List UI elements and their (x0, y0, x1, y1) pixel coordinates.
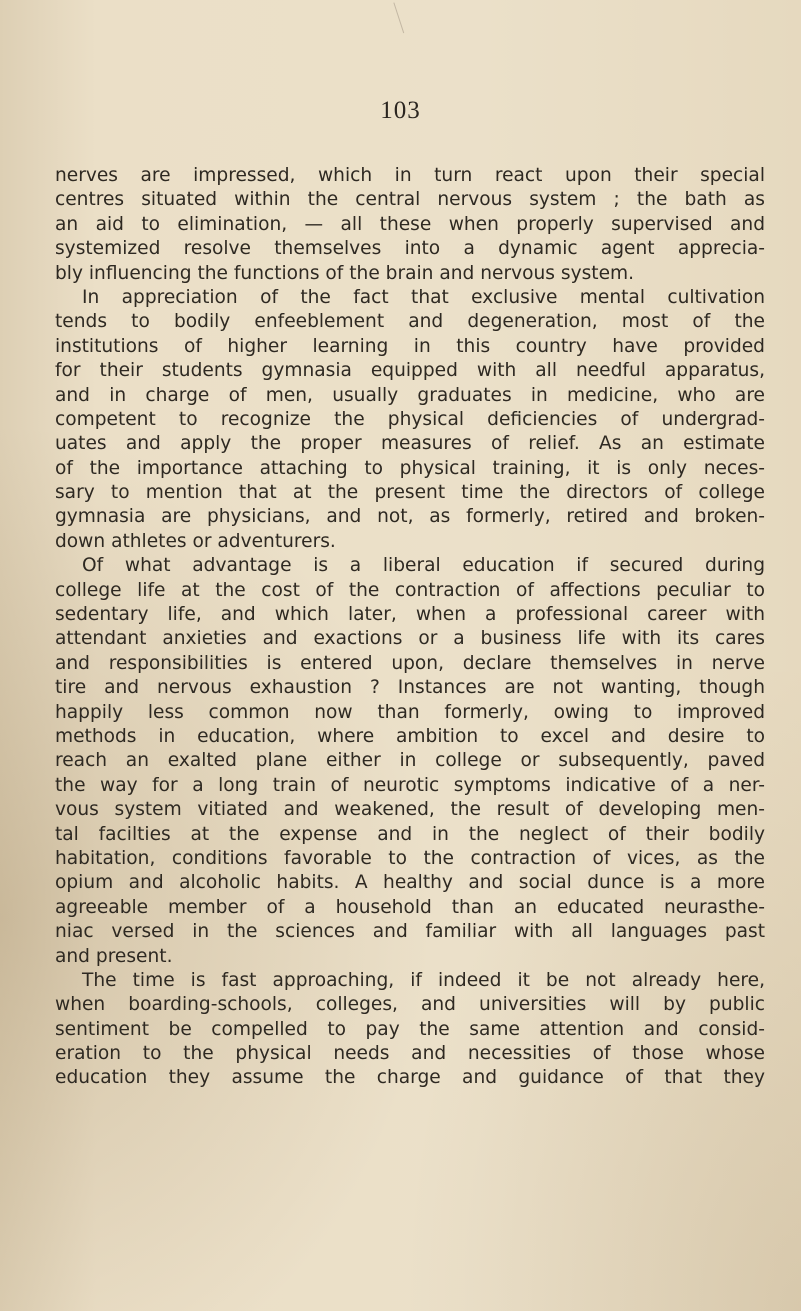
text-line: tends to bodily enfeeblement and degeneration, most of the (55, 311, 765, 333)
text-line: vous system vitiated and weakened, the result of developing men- (55, 799, 765, 821)
text-line: sentiment be compelled to pay the same attention and consid- (55, 1018, 765, 1040)
body-text (55, 164, 765, 1091)
text-line: Of what advantage is a liberal education if secured during (82, 555, 765, 577)
text-line: sedentary life, and which later, when a professional career with (55, 604, 765, 626)
text-line: of the importance attaching to physical training, it is only neces- (55, 457, 765, 479)
text-line: nerves are impressed, which in turn react upon their special (55, 165, 765, 186)
text-line: centres situated within the central nervous system ; the bath as (55, 189, 765, 211)
text-line: habitation, conditions favorable to the contraction of vices, as the (55, 847, 765, 869)
text-line: happily less common now than formerly, owing to improved (55, 701, 765, 723)
text-line: The time is fast approaching, if indeed it be not already here, (82, 969, 765, 991)
pencil-mark (393, 0, 415, 33)
text-line: the way for a long train of neurotic symptoms indicative of a ner- (55, 774, 765, 796)
text-line: and in charge of men, usually graduates in medicine, who are (55, 384, 765, 406)
text-line: systemized resolve themselves into a dynamic agent apprecia- (55, 238, 765, 260)
text-line: down athletes or adventurers. (55, 530, 336, 552)
text-line: tire and nervous exhaustion ? Instances are not wanting, though (55, 677, 765, 699)
text-line: for their students gymnasia equipped with all needful apparatus, (55, 360, 765, 382)
text-line: methods in education, where ambition to excel and desire to (55, 725, 765, 747)
text-line: In appreciation of the fact that exclusive mental cultivation (82, 286, 765, 308)
text-line: eration to the physical needs and necessities of those whose (55, 1043, 765, 1065)
text-line: education they assume the charge and guidance of that they (55, 1067, 765, 1089)
text-line: tal facilties at the expense and in the neglect of their bodily (55, 823, 765, 845)
text-line: gymnasia are physicians, and not, as formerly, retired and broken- (55, 506, 765, 528)
text-line: an aid to elimination, — all these when properly supervised and (55, 213, 765, 235)
text-line: bly influencing the functions of the brain and nervous system. (55, 262, 635, 284)
text-line: opium and alcoholic habits. A healthy and social dunce is a more (55, 872, 765, 894)
text-line: agreeable member of a household than an educated neurasthe- (55, 896, 765, 918)
text-line: competent to recognize the physical deficiencies of undergrad- (55, 408, 765, 430)
text-line: and responsibilities is entered upon, declare themselves in nerve (55, 652, 765, 674)
text-line: attendant anxieties and exactions or a business life with its cares (55, 628, 765, 650)
page-number: 103 (380, 97, 421, 124)
text-line: when boarding-schools, colleges, and universities will by public (55, 994, 765, 1016)
text-line: college life at the cost of the contraction of affections peculiar to (55, 579, 765, 601)
text-line: sary to mention that at the present time the directors of college (55, 482, 765, 504)
text-line: and present. (55, 945, 173, 967)
text-line: niac versed in the sciences and familiar with all languages past (55, 921, 765, 943)
text-line: reach an exalted plane either in college or subsequently, paved (55, 750, 765, 772)
text-line: institutions of higher learning in this country have provided (55, 335, 765, 357)
text-line: uates and apply the proper measures of relief. As an estimate (55, 433, 765, 455)
